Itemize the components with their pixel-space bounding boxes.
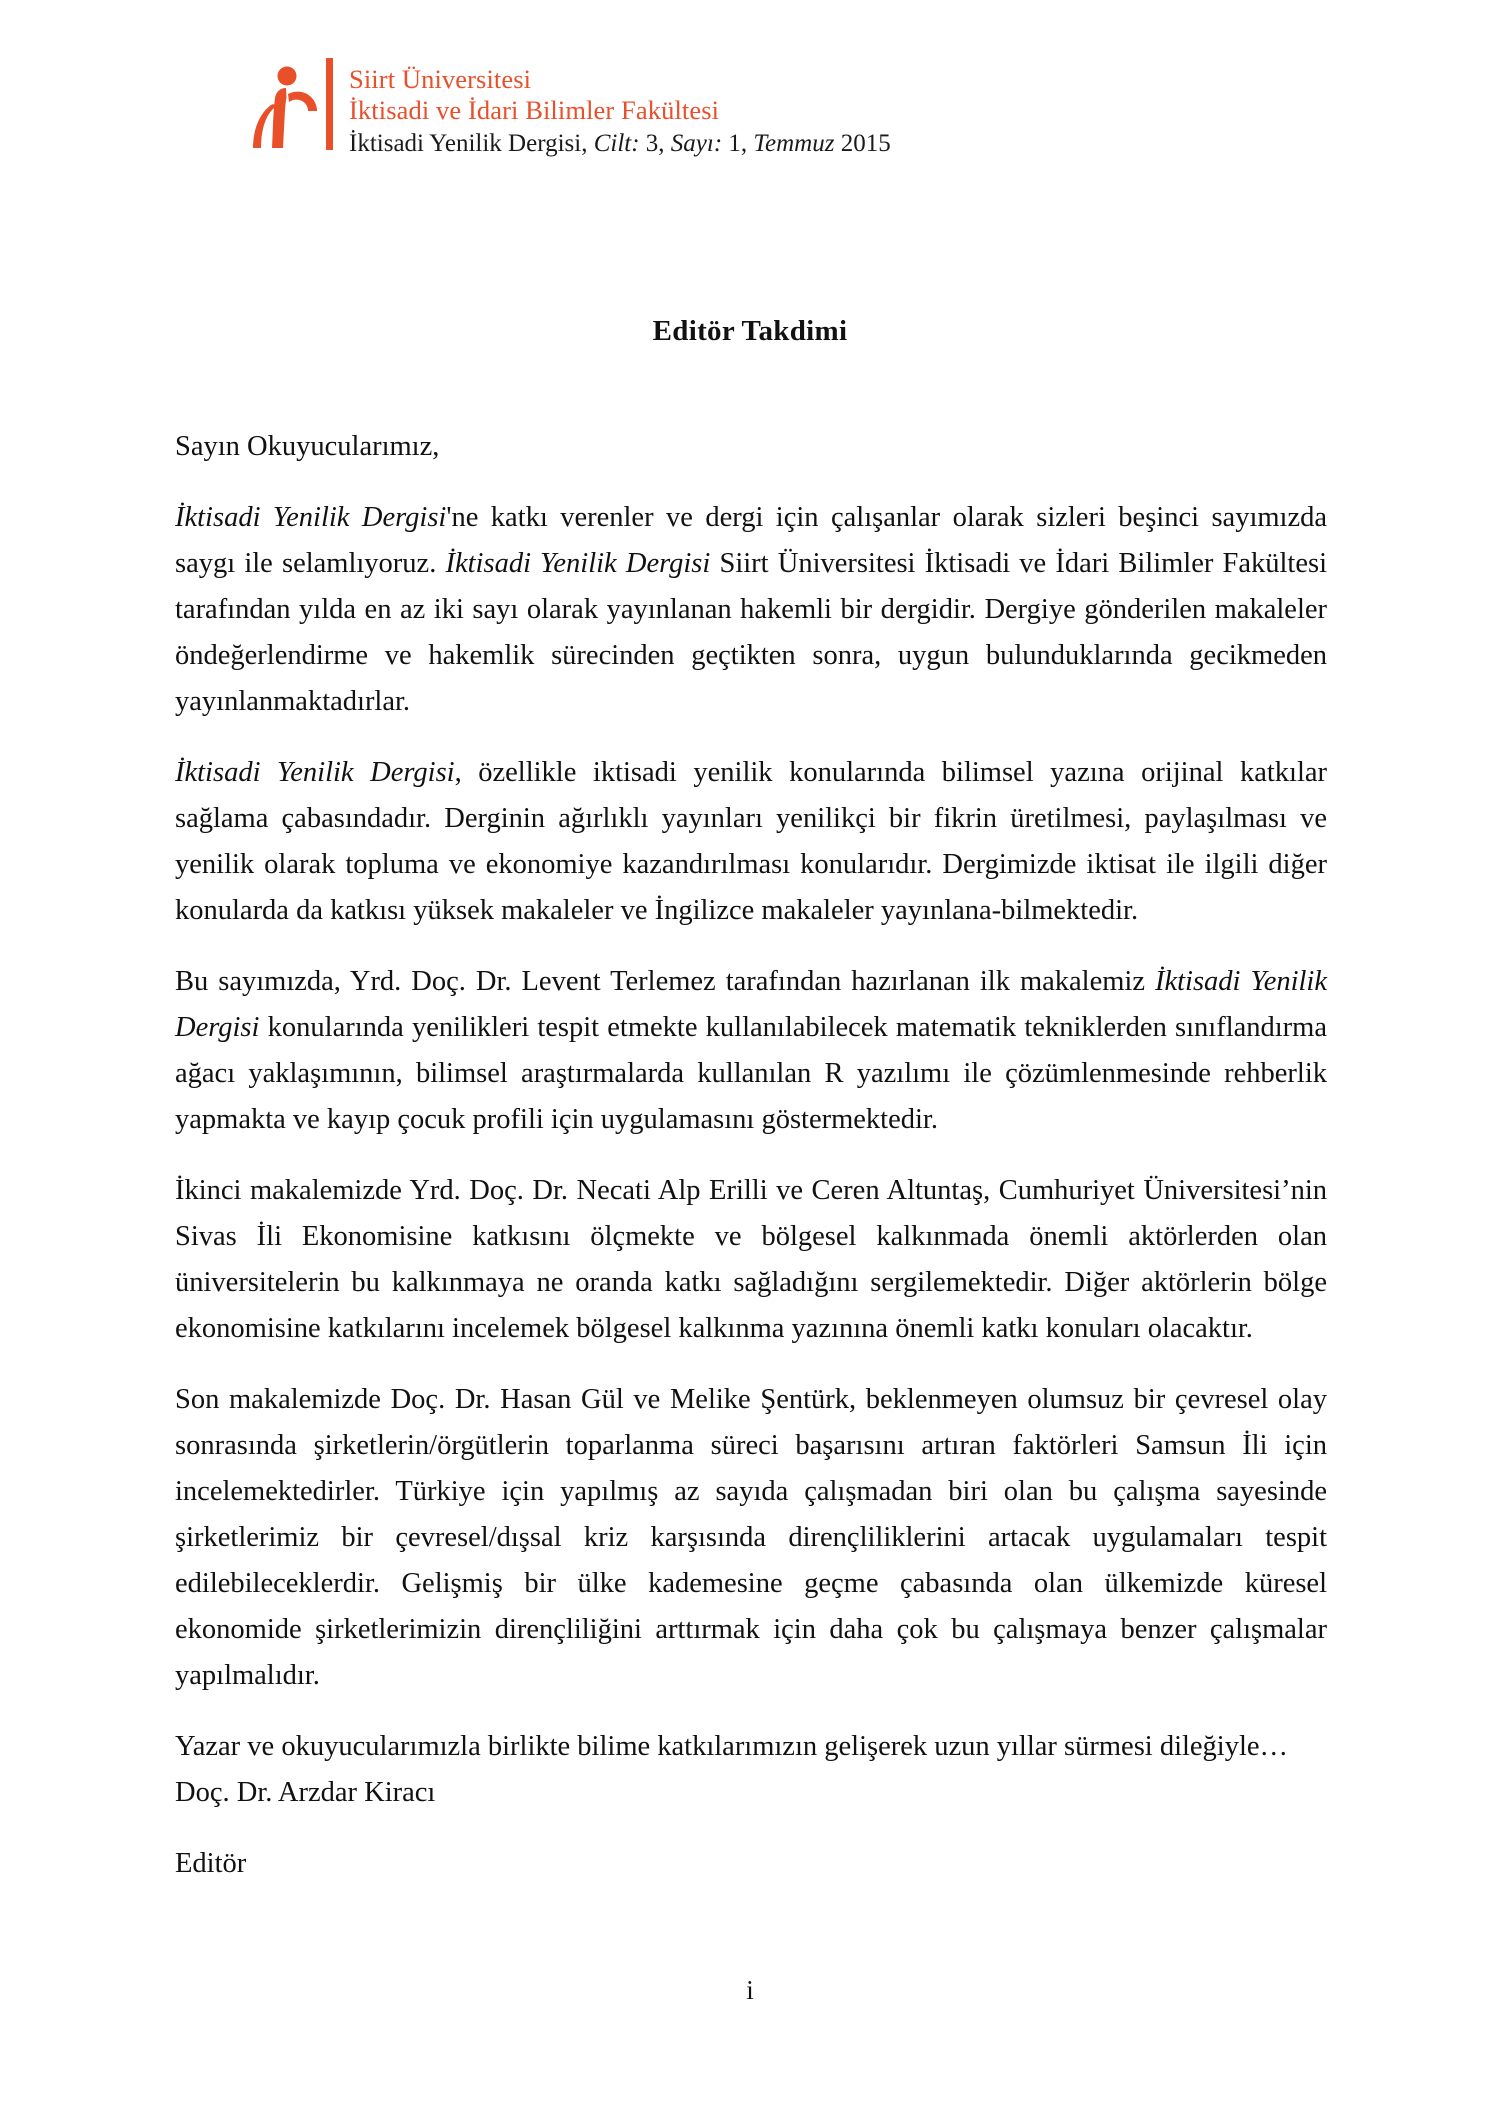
paragraph-p2 <box>175 750 1327 934</box>
paragraph-p5 <box>175 1377 1327 1699</box>
volume-label: Cilt: <box>593 130 640 157</box>
text-run-plain-0: Yazar ve okuyucularımızla birlikte bilime katkılarımızın gelişerek uzun yıllar sürmesi dileğiyle… <box>175 1731 1289 1762</box>
month-label: Temmuz <box>753 130 835 157</box>
text-run-plain-0: Bu sayımızda, Yrd. Doç. Dr. Levent Terlemez tarafından hazırlanan ilk makalemiz <box>175 966 1155 997</box>
text-run-plain-0: Son makalemizde Doç. Dr. Hasan Gül ve Melike Şentürk, beklenmeyen olumsuz bir çevresel olay sonrasında şirketlerin/örgütlerin toparlanma süreci başarısını artıran faktörleri Samsun İli için incelemektedirler. Türkiye için yapılmış az sayıda çalışmadan biri olan bu çalışma sayesinde şirketlerimiz bir çevresel/dışsal kriz karşısında dirençliliklerini artacak uygulamaları tespit edilebileceklerdir. Gelişmiş bir ülke kademesine geçme çabasında olan ülkemizde küresel ekonomide şirketlerimizin dirençliliğini arttırmak için daha çok bu çalışmaya benzer çalışmalar yapılmalıdır. <box>175 1384 1327 1691</box>
masthead <box>250 58 891 159</box>
text-run-italic-1: İktisadi Yenilik Dergisi <box>175 966 1328 1043</box>
siirt-university-figure-logo-icon <box>250 58 322 150</box>
signature-role: Editör <box>175 1848 247 1879</box>
journal-issue-line <box>349 128 891 159</box>
masthead-text <box>349 58 891 159</box>
text-run-italic-0: İktisadi Yenilik Dergisi <box>175 502 447 533</box>
text-run-italic-0: İktisadi Yenilik Dergisi <box>175 757 455 788</box>
text-run-plain-0: İkinci makalemizde Yrd. Doç. Dr. Necati Alp Erilli ve Ceren Altuntaş, Cumhuriyet Üniversitesi’nin Sivas İli Ekonomisine katkısını ölçmekte ve bölgesel kalkınmada önemli aktörlerden olan üniversitelerin bu kalkınmaya ne oranda katkı sağladığını sergilemektedir. Diğer aktörlerin bölge ekonomisine katkılarını incelemek bölgesel kalkınma yazınına önemli katkı konuları olacaktır. <box>175 1175 1327 1344</box>
paragraph-p4 <box>175 1168 1327 1352</box>
volume-value: 3, <box>639 130 671 157</box>
text-run-plain-1: , özellikle iktisadi yenilik konularında bilimsel yazına orijinal katkılar sağlama çabasındadır. Derginin ağırlıklı yayınları yenilikçi bir fikrin üretilmesi, paylaşılması ve yenilik olarak topluma ve ekonomiye kazandırılması konularıdır. Dergimizde iktisat ile ilgili diğer konularda da katkısı yüksek makaleler ve İngilizce makaleler yayınlana-bilmektedir. <box>175 757 1328 926</box>
page-title: Editör Takdimi <box>652 315 848 347</box>
paragraph-p6 <box>175 1724 1327 1770</box>
text-run-plain-3: Siirt Üniversitesi İktisadi ve İdari Bilimler Fakültesi tarafından yılda en az iki sayı olarak yayınlanan hakemli bir dergidir. Dergiye gönderilen makaleler öndeğerlendirme ve hakemlik sürecinden geçtikten sonra, uygun bulunduklarında gecikmeden yayınlanmaktadırlar. <box>175 548 1328 717</box>
year-value: 2015 <box>834 130 891 157</box>
page-number: i <box>746 1975 754 2005</box>
signature-name: Doç. Dr. Arzdar Kiracı <box>175 1777 436 1808</box>
text-run-italic-2: İktisadi Yenilik Dergisi <box>445 548 711 579</box>
issue-label: Sayı: <box>670 130 723 157</box>
issue-value: 1, <box>722 130 754 157</box>
university-name: Siirt Üniversitesi <box>349 64 532 94</box>
faculty-name: İktisadi ve İdari Bilimler Fakültesi <box>349 95 720 125</box>
text-run-plain-1: 'ne katkı verenler ve dergi için çalışanlar olarak sizleri beşinci sayımızda saygı ile selamlıyoruz. <box>175 502 1328 579</box>
paragraph-p1 <box>175 495 1327 725</box>
masthead-accent-rule <box>326 58 333 150</box>
paragraph-host <box>175 495 1327 1770</box>
salutation: Sayın Okuyucularımız, <box>175 431 440 462</box>
editorial-body <box>175 424 1327 1912</box>
paragraph-p3 <box>175 959 1327 1143</box>
journal-name: İktisadi Yenilik Dergisi, <box>349 130 594 157</box>
text-run-plain-2: konularında yenilikleri tespit etmekte kullanılabilecek matematik tekniklerden sınıflandırma ağacı yaklaşımının, bilimsel araştırmalarda kullanılan R yazılımı ile çözümlenmesinde rehberlik yapmakta ve kayıp çocuk profili için uygulamasını göstermektedir. <box>175 1012 1327 1135</box>
